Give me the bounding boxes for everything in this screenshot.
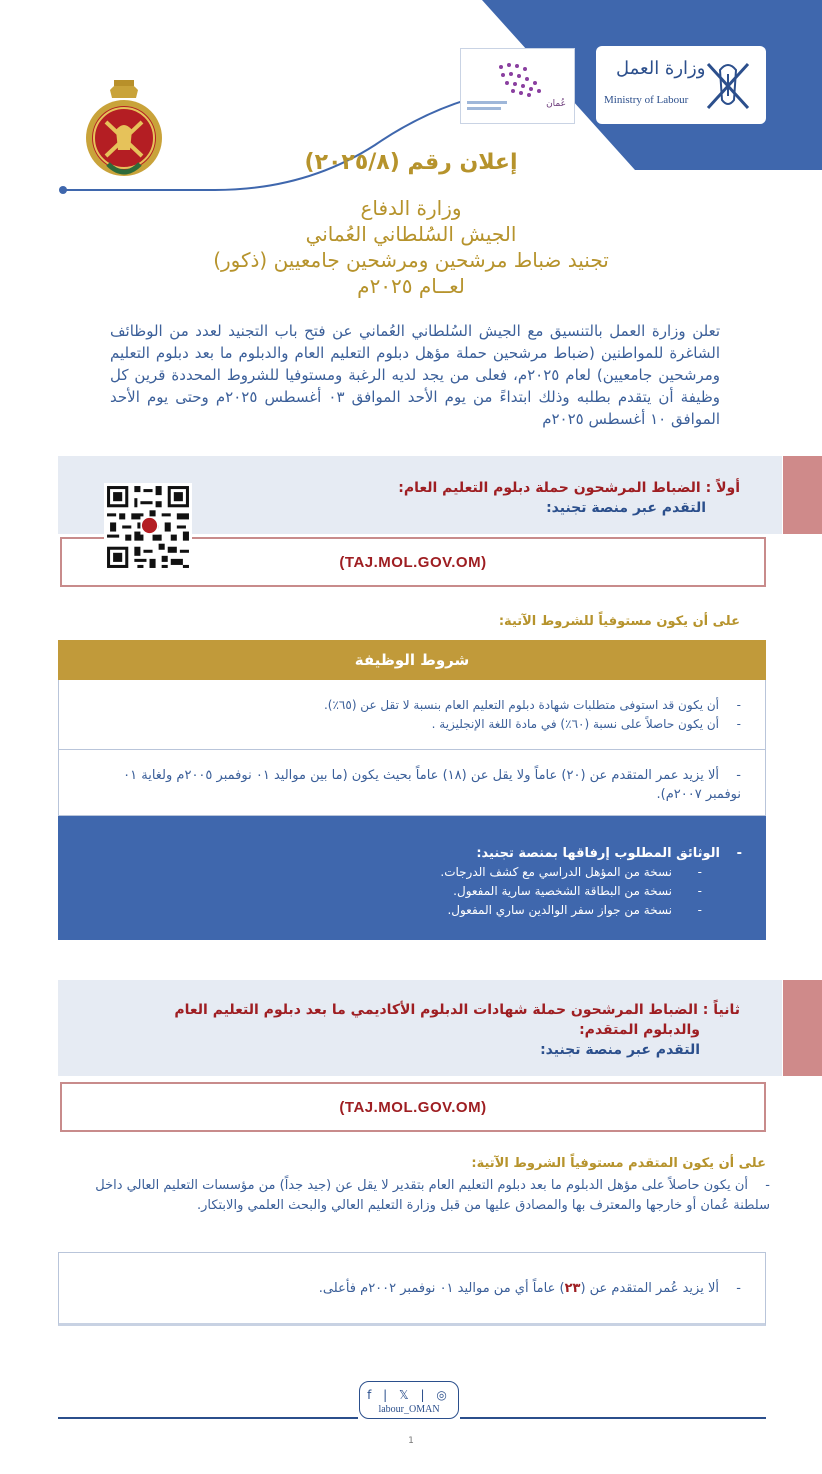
section1-heading: أولاً : الضباط المرشحون حملة دبلوم التعليم العام: xyxy=(398,480,740,496)
section1-conditions-intro: على أن يكون مستوفياً للشروط الآتية: xyxy=(498,614,740,629)
section1-apply-via: التقدم عبر منصة تجنيد: xyxy=(546,500,706,516)
section2-url-link[interactable]: (TAJ.MOL.GOV.OM) xyxy=(339,1098,487,1116)
document-item: - نسخة من المؤهل الدراسي مع كشف الدرجات. xyxy=(88,863,742,882)
section2-apply-via: التقدم عبر منصة تجنيد: xyxy=(540,1042,700,1058)
conditions-table xyxy=(58,640,766,940)
age-value: ٢٣ xyxy=(564,1281,581,1296)
army-title: الجيش السُلطاني العُماني xyxy=(305,222,517,246)
dots-graphic-icon xyxy=(491,57,551,101)
document-item: - نسخة من البطاقة الشخصية سارية المفعول. xyxy=(88,882,742,901)
age-text-after: ) عاماً أي من مواليد ٠١ نوفمبر ٢٠٠٢م فأعلى. xyxy=(318,1281,565,1296)
social-handle[interactable]: labour_OMAN xyxy=(378,1404,440,1415)
documents-title: - الوثائق المطلوب إرفاقها بمنصة تجنيد: xyxy=(88,844,742,863)
footer-line-left xyxy=(58,1417,358,1419)
footer-line-right xyxy=(460,1417,766,1419)
section1-side-tab xyxy=(783,456,822,534)
partner-logo-label: عُمان xyxy=(546,99,566,109)
ministry-name-en: Ministry of Labour xyxy=(604,94,689,106)
condition-item: - أن يكون قد استوفى متطلبات شهادة دبلوم التعليم العام بنسبة لا تقل عن (٦٥٪). xyxy=(89,696,741,715)
ministry-name-ar: وزارة العمل xyxy=(616,58,706,79)
section2-conditions-list xyxy=(70,1176,770,1216)
conditions-row-age xyxy=(58,750,766,816)
documents-box xyxy=(58,816,766,940)
section1-url-link[interactable]: (TAJ.MOL.GOV.OM) xyxy=(339,553,487,571)
section2-heading-line1: ثانياً : الضباط المرشحون حملة شهادات الدبلوم الأكاديمي ما بعد دبلوم التعليم العام xyxy=(174,1002,740,1018)
age-text-before: ألا يزيد عُمر المتقدم عن ( xyxy=(580,1281,719,1296)
conditions-table-header: شروط الوظيفة xyxy=(58,640,766,680)
year-title: لعــام ٢٠٢٥م xyxy=(357,274,465,298)
intro-paragraph: تعلن وزارة العمل بالتنسيق مع الجيش السُلطاني العُماني عن فتح باب التجنيد لعدد من الوظائف الشاغرة للمواطنين (ضباط مرشحين حملة مؤهل دبلوم التعليم العام والدبلوم ما بعد دبلوم التعليم ومرشحين جامعيين) لعام ٢٠٢٥م، فعلى من يجد لديه الرغبة ومستوفيا للشروط المحددة قرين كل وظيفة أن يتقدم بطلبه وذلك ابتداءً من يوم الأحد الموافق ٠٣ أغسطس ٢٠٢٥م وحتى يوم الأحد الموافق ١٠ أغسطس ٢٠٢٥م xyxy=(110,322,721,428)
list-dash: - xyxy=(736,1281,741,1296)
section2-side-tab xyxy=(783,980,822,1076)
partner-logo-bar xyxy=(467,107,501,110)
section2-age-box xyxy=(58,1252,766,1326)
section2-heading-line2: والدبلوم المتقدم: xyxy=(579,1022,700,1038)
condition-item: - ألا يزيد عمر المتقدم عن (٢٠) عاماً ولا يقل عن (١٨) عاماً بحيث يكون (ما بين مواليد ٠١ نوفمبر ٢٠٠٥م ولغاية ٠١ نوفمبر ٢٠٠٧م). xyxy=(89,766,741,804)
oman-emblem-icon xyxy=(700,56,756,116)
announcement-number: إعلان رقم (٢٠٢٥/٨) xyxy=(304,150,518,175)
condition-item: - أن يكون حاصلاً على نسبة (٦٠٪) في مادة اللغة الإنجليزية . xyxy=(89,715,741,734)
document-item: - نسخة من جواز سفر الوالدين ساري المفعول. xyxy=(88,901,742,920)
partner-logo-bar xyxy=(467,101,507,104)
section2-url-box[interactable] xyxy=(60,1082,766,1132)
social-icons[interactable]: f | 𝕏 | ◎ xyxy=(367,1388,451,1402)
qr-code[interactable] xyxy=(104,483,192,571)
social-media-box[interactable] xyxy=(359,1381,459,1419)
conditions-row-education xyxy=(58,680,766,750)
ministry-of-labour-logo xyxy=(596,46,766,124)
page-number: 1 xyxy=(408,1436,414,1446)
recruitment-title: تجنيد ضباط مرشحين ومرشحين جامعيين (ذكور) xyxy=(213,248,609,272)
ministry-of-defence-title: وزارة الدفاع xyxy=(360,196,462,220)
section2-conditions-intro: على أن يكون المتقدم مستوفياً الشروط الآتية: xyxy=(471,1156,766,1171)
condition-item: - أن يكون حاصلاً على مؤهل الدبلوم ما بعد دبلوم التعليم العام بتقدير لا يقل عن (جيد جداً) من مؤسسات التعليم العالي داخل سلطنة عُمان أو خارجها والمعترف بها والمصادق عليها من قبل وزارة التعليم العالي والبحث العلمي والابتكار. xyxy=(70,1176,770,1216)
partner-logo xyxy=(460,48,575,124)
